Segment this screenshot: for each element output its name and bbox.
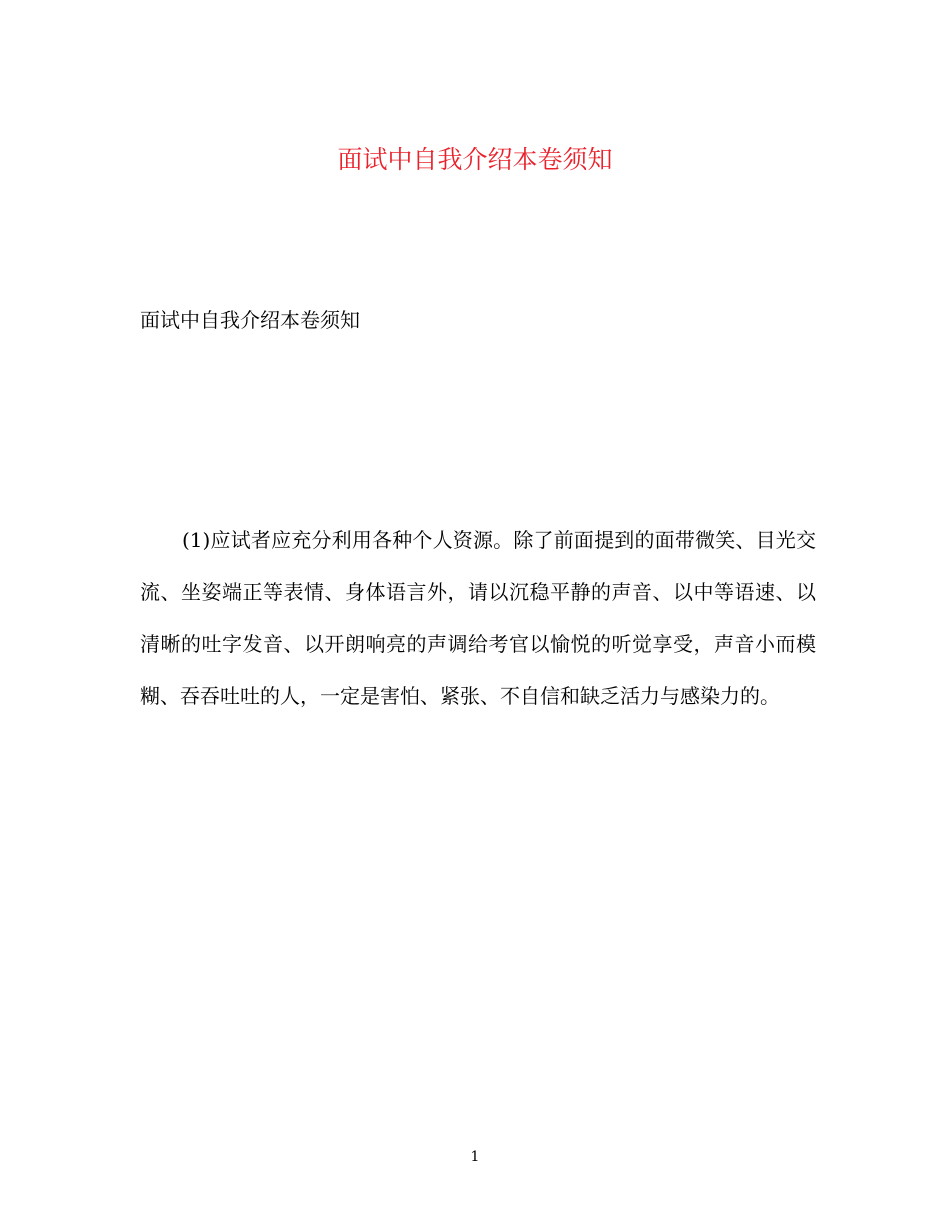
document-title: 面试中自我介绍本卷须知 <box>337 145 613 174</box>
body-paragraph: (1)应试者应充分利用各种个人资源。除了前面提到的面带微笑、目光交流、坐姿端正等表情、身体语言外，请以沉稳平静的声音、以中等语速、以清晰的吐字发音、以开朗响亮的声调给考官以愉悦的听觉享受，声音小而模糊、吞吞吐吐的人，一定是害怕、紧张、不自信和缺乏活力与感染力的。 <box>140 528 816 708</box>
page-number: 1 <box>470 1149 480 1165</box>
document-subtitle: 面试中自我介绍本卷须知 <box>140 308 360 332</box>
